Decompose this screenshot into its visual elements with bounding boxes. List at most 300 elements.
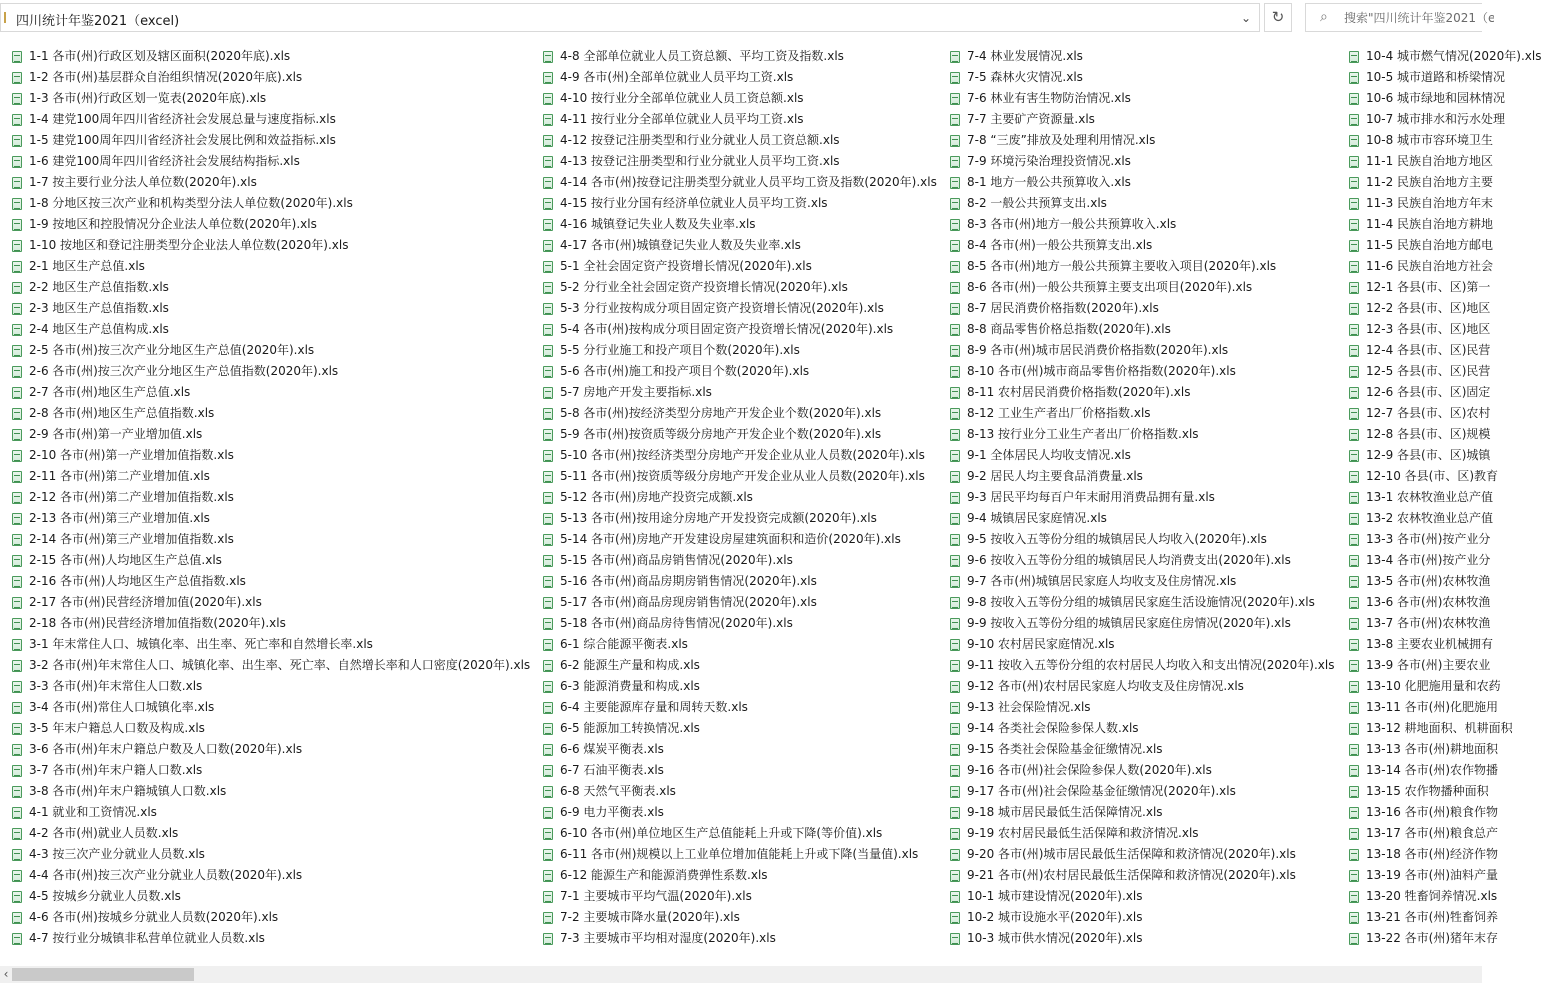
- excel-file-icon: [12, 135, 22, 147]
- excel-file-icon: [543, 135, 553, 147]
- excel-file-icon: [12, 534, 22, 546]
- file-name: 13-5 各市(州)农林牧渔: [1366, 574, 1491, 588]
- file-item[interactable]: [950, 718, 1334, 739]
- file-item[interactable]: [543, 46, 937, 67]
- file-item[interactable]: [12, 235, 530, 256]
- file-item[interactable]: [1349, 823, 1541, 844]
- excel-file-icon: [543, 51, 553, 63]
- excel-file-icon: [543, 639, 553, 651]
- file-name: 8-4 各市(州)一般公共预算支出.xls: [967, 238, 1153, 252]
- file-name: 12-4 各县(市、区)民营: [1366, 343, 1491, 357]
- file-item[interactable]: [543, 928, 937, 949]
- file-name: 4-1 就业和工资情况.xls: [29, 805, 157, 819]
- excel-file-icon: [1349, 870, 1359, 882]
- file-item[interactable]: [543, 109, 937, 130]
- excel-file-icon: [950, 177, 960, 189]
- file-item[interactable]: [950, 550, 1334, 571]
- excel-file-icon: [1349, 723, 1359, 735]
- file-item[interactable]: [543, 613, 937, 634]
- excel-file-icon: [12, 555, 22, 567]
- file-item[interactable]: [1349, 277, 1541, 298]
- file-item[interactable]: [543, 907, 937, 928]
- file-item[interactable]: [12, 634, 530, 655]
- file-item[interactable]: [950, 277, 1334, 298]
- file-item[interactable]: [950, 781, 1334, 802]
- file-item[interactable]: [950, 802, 1334, 823]
- file-item[interactable]: [12, 193, 530, 214]
- excel-file-icon: [950, 723, 960, 735]
- refresh-button[interactable]: [1264, 3, 1292, 32]
- horizontal-scrollbar[interactable]: [0, 966, 1482, 983]
- file-item[interactable]: [12, 592, 530, 613]
- file-item[interactable]: [12, 760, 530, 781]
- file-item[interactable]: [1349, 256, 1541, 277]
- file-item[interactable]: [543, 298, 937, 319]
- file-item[interactable]: [950, 592, 1334, 613]
- file-name: 12-2 各县(市、区)地区: [1366, 301, 1491, 315]
- file-name: 2-12 各市(州)第二产业增加值指数.xls: [29, 490, 234, 504]
- file-item[interactable]: [1349, 298, 1541, 319]
- file-item[interactable]: [12, 613, 530, 634]
- excel-file-icon: [950, 198, 960, 210]
- refresh-icon: ↻: [1271, 8, 1285, 26]
- file-item[interactable]: [950, 697, 1334, 718]
- file-item[interactable]: [12, 277, 530, 298]
- file-name: 11-1 民族自治地方地区: [1366, 154, 1494, 168]
- file-item[interactable]: [543, 214, 937, 235]
- file-item[interactable]: [12, 802, 530, 823]
- file-item[interactable]: [1349, 928, 1541, 949]
- file-name: 4-14 各市(州)按登记注册类型分就业人员平均工资及指数(2020年).xls: [560, 175, 937, 189]
- file-item[interactable]: [950, 193, 1334, 214]
- file-item[interactable]: [543, 571, 937, 592]
- file-item[interactable]: [543, 655, 937, 676]
- excel-file-icon: [12, 576, 22, 588]
- file-item[interactable]: [12, 298, 530, 319]
- excel-file-icon: [543, 345, 553, 357]
- file-item[interactable]: [1349, 676, 1541, 697]
- excel-file-icon: [12, 366, 22, 378]
- file-name: 2-11 各市(州)第二产业增加值.xls: [29, 469, 210, 483]
- excel-file-icon: [1349, 261, 1359, 273]
- file-item[interactable]: [12, 676, 530, 697]
- file-item[interactable]: [12, 319, 530, 340]
- file-item[interactable]: [12, 466, 530, 487]
- file-name: 5-8 各市(州)按经济类型分房地产开发企业个数(2020年).xls: [560, 406, 882, 420]
- file-item[interactable]: [543, 844, 937, 865]
- file-item[interactable]: [950, 151, 1334, 172]
- file-name: 6-7 石油平衡表.xls: [560, 763, 664, 777]
- file-item[interactable]: [543, 319, 937, 340]
- file-item[interactable]: [950, 256, 1334, 277]
- file-item[interactable]: [543, 466, 937, 487]
- excel-file-icon: [12, 240, 22, 252]
- file-item[interactable]: [950, 88, 1334, 109]
- file-item[interactable]: [950, 340, 1334, 361]
- excel-file-icon: [950, 870, 960, 882]
- excel-file-icon: [950, 555, 960, 567]
- file-item[interactable]: [543, 865, 937, 886]
- file-item[interactable]: [12, 361, 530, 382]
- excel-file-icon: [12, 261, 22, 273]
- file-item[interactable]: [1349, 214, 1541, 235]
- file-item[interactable]: [950, 361, 1334, 382]
- file-item[interactable]: [543, 235, 937, 256]
- file-name: 2-16 各市(州)人均地区生产总值指数.xls: [29, 574, 246, 588]
- file-item[interactable]: [950, 172, 1334, 193]
- file-item[interactable]: [950, 844, 1334, 865]
- file-item[interactable]: [950, 529, 1334, 550]
- file-item[interactable]: [1349, 634, 1541, 655]
- file-item[interactable]: [543, 445, 937, 466]
- file-item[interactable]: [1349, 781, 1541, 802]
- file-name: 12-6 各县(市、区)固定: [1366, 385, 1491, 399]
- file-item[interactable]: [1349, 571, 1541, 592]
- excel-file-icon: [950, 933, 960, 945]
- excel-file-icon: [12, 219, 22, 231]
- excel-file-icon: [543, 723, 553, 735]
- address-bar[interactable]: [0, 3, 1260, 32]
- file-item[interactable]: [12, 487, 530, 508]
- file-name: 5-12 各市(州)房地产投资完成额.xls: [560, 490, 753, 504]
- file-name: 9-16 各市(州)社会保险参保人数(2020年).xls: [967, 763, 1212, 777]
- file-item[interactable]: [1349, 655, 1541, 676]
- file-name: 3-2 各市(州)年末常住人口、城镇化率、出生率、死亡率、自然增长率和人口密度(2020年).xls: [29, 658, 531, 672]
- file-item[interactable]: [1349, 151, 1541, 172]
- excel-file-icon: [12, 429, 22, 441]
- file-item[interactable]: [1349, 907, 1541, 928]
- excel-file-icon: [950, 387, 960, 399]
- file-item[interactable]: [12, 67, 530, 88]
- file-item[interactable]: [543, 424, 937, 445]
- file-item[interactable]: [12, 928, 530, 949]
- file-item[interactable]: [12, 109, 530, 130]
- file-item[interactable]: [1349, 802, 1541, 823]
- file-name: 1-9 按地区和控股情况分企业法人单位数(2020年).xls: [29, 217, 317, 231]
- file-name: 9-19 农村居民最低生活保障和救济情况.xls: [967, 826, 1199, 840]
- file-item[interactable]: [1349, 760, 1541, 781]
- file-item[interactable]: [12, 424, 530, 445]
- file-name: 6-3 能源消费量和构成.xls: [560, 679, 700, 693]
- file-name: 4-11 按行业分全部单位就业人员平均工资.xls: [560, 112, 804, 126]
- excel-file-icon: [1349, 387, 1359, 399]
- file-item[interactable]: [543, 550, 937, 571]
- file-item[interactable]: [1349, 466, 1541, 487]
- file-item[interactable]: [543, 487, 937, 508]
- file-name: 13-10 化肥施用量和农药: [1366, 679, 1501, 693]
- file-item[interactable]: [1349, 130, 1541, 151]
- file-item[interactable]: [12, 214, 530, 235]
- file-name: 13-7 各市(州)农林牧渔: [1366, 616, 1491, 630]
- file-item[interactable]: [950, 67, 1334, 88]
- file-name: 3-7 各市(州)年末户籍人口数.xls: [29, 763, 203, 777]
- file-item[interactable]: [543, 193, 937, 214]
- file-name: 3-6 各市(州)年末户籍总户数及人口数(2020年).xls: [29, 742, 303, 756]
- file-column-1: [12, 46, 530, 949]
- file-name: 13-9 各市(州)主要农业: [1366, 658, 1491, 672]
- excel-file-icon: [543, 618, 553, 630]
- file-item[interactable]: [543, 718, 937, 739]
- excel-file-icon: [950, 828, 960, 840]
- file-item[interactable]: [950, 886, 1334, 907]
- file-item[interactable]: [1349, 319, 1541, 340]
- file-item[interactable]: [12, 655, 530, 676]
- file-item[interactable]: [1349, 739, 1541, 760]
- file-item[interactable]: [543, 403, 937, 424]
- file-item[interactable]: [1349, 67, 1541, 88]
- file-item[interactable]: [543, 277, 937, 298]
- file-name: 10-8 城市市容环境卫生: [1366, 133, 1494, 147]
- file-item[interactable]: [543, 886, 937, 907]
- excel-file-icon: [543, 702, 553, 714]
- file-item[interactable]: [1349, 508, 1541, 529]
- file-item[interactable]: [543, 760, 937, 781]
- file-item[interactable]: [12, 529, 530, 550]
- file-item[interactable]: [1349, 403, 1541, 424]
- file-item[interactable]: [543, 382, 937, 403]
- file-item[interactable]: [950, 739, 1334, 760]
- file-item[interactable]: [950, 865, 1334, 886]
- chevron-down-icon[interactable]: ⌄: [1240, 11, 1252, 25]
- file-item[interactable]: [543, 130, 937, 151]
- file-name: 3-8 各市(州)年末户籍城镇人口数.xls: [29, 784, 227, 798]
- file-name: 2-14 各市(州)第三产业增加值指数.xls: [29, 532, 234, 546]
- file-item[interactable]: [1349, 424, 1541, 445]
- file-item[interactable]: [12, 865, 530, 886]
- file-name: 12-10 各县(市、区)教育: [1366, 469, 1499, 483]
- file-item[interactable]: [1349, 613, 1541, 634]
- file-name: 5-1 全社会固定资产投资增长情况(2020年).xls: [560, 259, 812, 273]
- file-name: 9-3 居民平均每百户年末耐用消费品拥有量.xls: [967, 490, 1215, 504]
- file-item[interactable]: [12, 340, 530, 361]
- file-item[interactable]: [950, 130, 1334, 151]
- excel-file-icon: [543, 324, 553, 336]
- file-item[interactable]: [543, 88, 937, 109]
- file-item[interactable]: [1349, 193, 1541, 214]
- file-item[interactable]: [1349, 592, 1541, 613]
- file-name: 9-5 按收入五等份分组的城镇居民人均收入(2020年).xls: [967, 532, 1267, 546]
- file-item[interactable]: [1349, 88, 1541, 109]
- file-item[interactable]: [950, 109, 1334, 130]
- file-name: 2-9 各市(州)第一产业增加值.xls: [29, 427, 203, 441]
- file-name: 2-15 各市(州)人均地区生产总值.xls: [29, 553, 222, 567]
- file-item[interactable]: [950, 823, 1334, 844]
- file-item[interactable]: [543, 172, 937, 193]
- file-item[interactable]: [543, 256, 937, 277]
- file-item[interactable]: [950, 676, 1334, 697]
- excel-file-icon: [1349, 93, 1359, 105]
- file-item[interactable]: [12, 172, 530, 193]
- file-name: 13-22 各市(州)猪年末存: [1366, 931, 1499, 945]
- excel-file-icon: [1349, 240, 1359, 252]
- file-item[interactable]: [1349, 109, 1541, 130]
- file-item[interactable]: [1349, 340, 1541, 361]
- excel-file-icon: [12, 282, 22, 294]
- file-item[interactable]: [12, 781, 530, 802]
- file-item[interactable]: [950, 634, 1334, 655]
- file-item[interactable]: [12, 403, 530, 424]
- file-name: 8-7 居民消费价格指数(2020年).xls: [967, 301, 1159, 315]
- file-item[interactable]: [950, 235, 1334, 256]
- file-item[interactable]: [950, 424, 1334, 445]
- excel-file-icon: [950, 450, 960, 462]
- file-item[interactable]: [1349, 844, 1541, 865]
- excel-file-icon: [1349, 807, 1359, 819]
- file-item[interactable]: [950, 382, 1334, 403]
- file-item[interactable]: [543, 676, 937, 697]
- file-item[interactable]: [1349, 487, 1541, 508]
- file-name: 11-2 民族自治地方主要: [1366, 175, 1494, 189]
- file-item[interactable]: [1349, 361, 1541, 382]
- file-item[interactable]: [950, 466, 1334, 487]
- file-item[interactable]: [12, 46, 530, 67]
- file-name: 4-3 按三次产业分就业人员数.xls: [29, 847, 205, 861]
- file-item[interactable]: [1349, 550, 1541, 571]
- file-item[interactable]: [543, 697, 937, 718]
- file-name: 9-11 按收入五等份分组的农村居民人均收入和支出情况(2020年).xls: [967, 658, 1335, 672]
- file-name: 11-4 民族自治地方耕地: [1366, 217, 1494, 231]
- excel-file-icon: [543, 807, 553, 819]
- file-item[interactable]: [543, 739, 937, 760]
- file-name: 5-5 分行业施工和投产项目个数(2020年).xls: [560, 343, 800, 357]
- file-name: 8-1 地方一般公共预算收入.xls: [967, 175, 1131, 189]
- file-item[interactable]: [1349, 382, 1541, 403]
- file-item[interactable]: [1349, 529, 1541, 550]
- file-item[interactable]: [1349, 865, 1541, 886]
- file-name: 13-6 各市(州)农林牧渔: [1366, 595, 1491, 609]
- file-name: 8-9 各市(州)城市居民消费价格指数(2020年).xls: [967, 343, 1229, 357]
- file-item[interactable]: [950, 298, 1334, 319]
- excel-file-icon: [950, 492, 960, 504]
- file-item[interactable]: [543, 508, 937, 529]
- file-item[interactable]: [950, 508, 1334, 529]
- file-item[interactable]: [950, 655, 1334, 676]
- file-item[interactable]: [12, 823, 530, 844]
- file-item[interactable]: [12, 88, 530, 109]
- file-name: 5-3 分行业按构成分项目固定资产投资增长情况(2020年).xls: [560, 301, 884, 315]
- excel-file-icon: [1349, 744, 1359, 756]
- file-item[interactable]: [950, 487, 1334, 508]
- file-name: 9-10 农村居民家庭情况.xls: [967, 637, 1115, 651]
- search-box[interactable]: [1305, 3, 1482, 32]
- file-item[interactable]: [950, 319, 1334, 340]
- excel-file-icon: [950, 639, 960, 651]
- file-name: 4-2 各市(州)就业人员数.xls: [29, 826, 179, 840]
- file-item[interactable]: [543, 67, 937, 88]
- file-item[interactable]: [1349, 697, 1541, 718]
- file-item[interactable]: [543, 592, 937, 613]
- file-name: 2-6 各市(州)按三次产业分地区生产总值指数(2020年).xls: [29, 364, 339, 378]
- file-item[interactable]: [12, 697, 530, 718]
- file-item[interactable]: [543, 634, 937, 655]
- excel-file-icon: [12, 72, 22, 84]
- file-item[interactable]: [1349, 886, 1541, 907]
- file-name: 2-7 各市(州)地区生产总值.xls: [29, 385, 191, 399]
- file-item[interactable]: [950, 403, 1334, 424]
- file-name: 8-10 各市(州)城市商品零售价格指数(2020年).xls: [967, 364, 1236, 378]
- file-name: 1-7 按主要行业分法人单位数(2020年).xls: [29, 175, 257, 189]
- file-item[interactable]: [543, 151, 937, 172]
- file-item[interactable]: [12, 550, 530, 571]
- file-name: 5-2 分行业全社会固定资产投资增长情况(2020年).xls: [560, 280, 848, 294]
- file-item[interactable]: [950, 445, 1334, 466]
- file-item[interactable]: [12, 382, 530, 403]
- file-name: 12-9 各县(市、区)城镇: [1366, 448, 1491, 462]
- file-item[interactable]: [12, 445, 530, 466]
- scrollbar-thumb[interactable]: [12, 968, 194, 981]
- excel-file-icon: [12, 93, 22, 105]
- file-item[interactable]: [1349, 718, 1541, 739]
- file-item[interactable]: [12, 739, 530, 760]
- excel-file-icon: [1349, 408, 1359, 420]
- scroll-left-arrow-icon[interactable]: ‹: [3, 967, 9, 981]
- file-item[interactable]: [12, 151, 530, 172]
- file-name: 10-1 城市建设情况(2020年).xls: [967, 889, 1143, 903]
- excel-file-icon: [12, 51, 22, 63]
- file-name: 2-17 各市(州)民营经济增加值(2020年).xls: [29, 595, 262, 609]
- file-name: 7-4 林业发展情况.xls: [967, 49, 1083, 63]
- excel-file-icon: [543, 219, 553, 231]
- file-item[interactable]: [950, 760, 1334, 781]
- file-item[interactable]: [950, 571, 1334, 592]
- file-name: 2-3 地区生产总值指数.xls: [29, 301, 169, 315]
- file-item[interactable]: [950, 907, 1334, 928]
- file-item[interactable]: [12, 844, 530, 865]
- file-item[interactable]: [950, 214, 1334, 235]
- file-item[interactable]: [1349, 235, 1541, 256]
- file-item[interactable]: [1349, 445, 1541, 466]
- file-item[interactable]: [12, 886, 530, 907]
- excel-file-icon: [543, 156, 553, 168]
- file-item[interactable]: [543, 823, 937, 844]
- excel-file-icon: [950, 702, 960, 714]
- file-name: 8-13 按行业分工业生产者出厂价格指数.xls: [967, 427, 1199, 441]
- file-list: [0, 46, 1541, 958]
- file-item[interactable]: [543, 781, 937, 802]
- excel-file-icon: [12, 744, 22, 756]
- search-input[interactable]: [1344, 8, 1494, 28]
- file-item[interactable]: [1349, 46, 1541, 67]
- file-item[interactable]: [12, 256, 530, 277]
- file-item[interactable]: [12, 508, 530, 529]
- excel-file-icon: [543, 429, 553, 441]
- excel-file-icon: [12, 681, 22, 693]
- file-item[interactable]: [12, 907, 530, 928]
- excel-file-icon: [950, 744, 960, 756]
- file-name: 10-2 城市设施水平(2020年).xls: [967, 910, 1143, 924]
- file-item[interactable]: [543, 340, 937, 361]
- excel-file-icon: [1349, 534, 1359, 546]
- file-item[interactable]: [543, 361, 937, 382]
- file-item[interactable]: [12, 130, 530, 151]
- file-item[interactable]: [12, 571, 530, 592]
- file-item[interactable]: [543, 529, 937, 550]
- file-name: 1-3 各市(州)行政区划一览表(2020年底).xls: [29, 91, 267, 105]
- file-item[interactable]: [543, 802, 937, 823]
- file-name: 10-7 城市排水和污水处理: [1366, 112, 1506, 126]
- excel-file-icon: [1349, 429, 1359, 441]
- excel-file-icon: [950, 408, 960, 420]
- excel-file-icon: [543, 681, 553, 693]
- file-name: 13-16 各市(州)粮食作物: [1366, 805, 1499, 819]
- file-item[interactable]: [950, 46, 1334, 67]
- file-item[interactable]: [950, 613, 1334, 634]
- file-item[interactable]: [950, 928, 1334, 949]
- file-item[interactable]: [1349, 172, 1541, 193]
- excel-file-icon: [12, 702, 22, 714]
- file-item[interactable]: [12, 718, 530, 739]
- file-name: 3-5 年末户籍总人口数及构成.xls: [29, 721, 205, 735]
